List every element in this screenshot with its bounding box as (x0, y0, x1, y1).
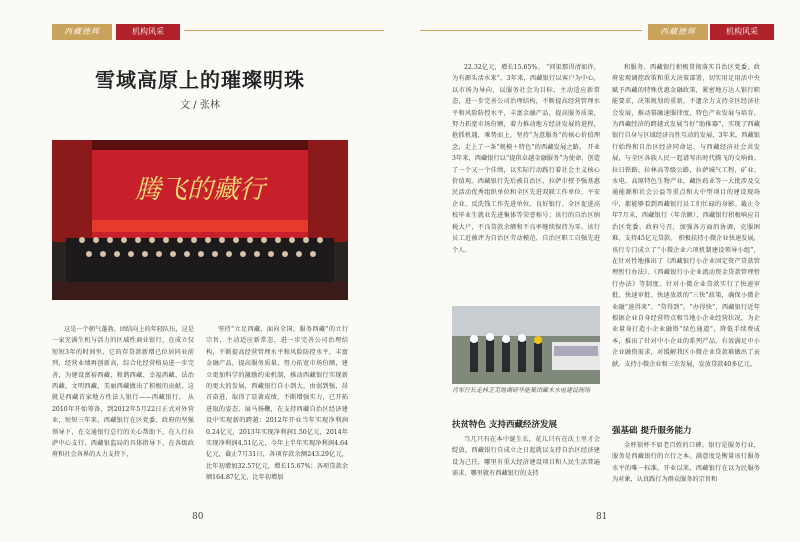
right-page (400, 0, 800, 542)
left-column-1 (52, 324, 194, 504)
left-header (0, 24, 400, 40)
page-number-left: 80 (192, 512, 204, 522)
right-column-2-top (612, 62, 760, 418)
right-col2-top-text: 和服务。西藏银行积极贯彻落实自治区党委、政府宏观调控政策和重大决策部署，切实用足用活中央赋予西藏的特殊优惠金融政策，紧密地方达人银行职能要求，决策规划的重新，不遗余力支持全区经济社会发展，推动幕融速服律度，特色产业发展与培育，为西藏经济的跨越式发展当好“助推器”，实现了西藏银行自身与区域经济良性互动的发展，3年来，西藏银行始终和自治区经济同命运，与西藏经济社会共发展，与全区各族人民一起谱写出时代腾飞的交响曲。 拉日铁路、拉林高等级公路，拉萨城气工程，矿业、水电、高原特色生物产业，藏医药业等一大批涉及交通能源和社会公益等重点和大中型项目的建设现场中，都能够看到西藏银行员工们忙碌的身影。截止今年7月末，西藏银行（年余额），西藏银行积极响应自治区党委、政府号召，加强各方面的协调，克服困难，支持45亿元贷款。 积极扶持小微企业快速发展，该行专门成立了“小微企业六项机制建设领导小组”，在针对性地推出了《西藏银行小企业固定资产贷款管理暂行办法》、《西藏银行小企业流动资金贷款管理暂行办法》等制度，针对小微企业贷款实行了快速审批、快速审批、快速放款的“三快”政策，确保小微企业融“速得来”、“贷得到”。“办得快”，西藏银行近年根据企业自身经营特点和当地小企业经营状况，为企业量身打造小企业融资“绿色通道”，降低手续费成本，推出了针对中小企业的系列产品，有效满足中小企业融资需求，对缓解我区小微企业贷款难做出了贡献。支持小微企业和三农发展，发放贷款40多亿元。 (612, 64, 760, 368)
header-rule (184, 30, 384, 31)
page-number-right: 81 (596, 512, 608, 522)
banner-text: 腾飞的藏行 (134, 175, 266, 205)
brand-badge-right: 西藏德辉 (648, 24, 708, 40)
group-photo (52, 140, 348, 300)
header-rule-right (420, 30, 642, 31)
subhead-support-economy: 扶贫特色 支持西藏经济发展 (452, 420, 557, 430)
right-col1-top-text: 22.32亿元，增长15.65%。 “问渠那得清如许，为有源头活水来”。3年来，西藏银行以客户为中心，以市场为导向，以服务社会为目标，主动适应新常态，进一步完善公司治理结构，不断提高经营管理水平和风险防控水平，丰富金融产品，提高服务质量，努力拓宽市场份额，着力推动地方经济发展的进程，抢抓机遇，乘势而上，坚持“为意服务”的核心价值理念，走上了一条“规模＋特色”的西藏发展之路。 开业3年来，西藏银行以“提供卓越金融服务”为使命，创造了一个又一个佳绩，以实际行动践行着社会主义核心价值观。西藏银行先后被自治区、拉萨市授予强基惠民活动优秀组织单位和全区先进双联工作单位、平安企业、反洗钱工作先进单位、良好银行、全区促进高校毕业生就业先进集体等荣誉称号；该行的自治区纳税大户，不良贷款余额和不良率继续保持为零。该行员工近被评为自治区劳动模范、自治区职工自强先进个人。 (452, 64, 600, 254)
brand-badge: 西藏德辉 (52, 24, 112, 40)
right-header (400, 24, 800, 40)
site-visit-photo (452, 306, 600, 384)
byline: 文 / 张林 (180, 100, 220, 111)
section-tab: 机构风采 (116, 24, 180, 40)
right-column-1-bottom (452, 434, 600, 504)
right-column-2-bottom (612, 440, 760, 504)
right-col2-bottom-text: 金杯银杯不如老百姓的口碑。银行是服务行业，服务是西藏银行的立行之本。满意度是衡量该行服务水平的唯一标准。开业以来，西藏银行在以为民服务为对象，认真践行为群众服务的宗旨和 (612, 442, 760, 484)
photo-caption: 肖军行长走林芝芜地调研华能集团藏木水电建设现场 (452, 387, 591, 394)
left-column-2 (206, 324, 348, 504)
left-col2-text: 坚持“立足西藏、面向全国、服务西藏”的立行宗旨，主动适应新常态，进一步完善公司治理结构，不断提高经营管理水平和风险防控水平，丰富金融产品，提高服务质量，努力拓宽市场份额，建立更加科学的激励约束机制，推动西藏银行实现新的更大的发展，西藏银行自小到大，由弱到强，昂首奋进，取得了显著成绩，不断增强实力，已开拓进取的姿态、展马扬鞭，在支持西藏自治区经济建设中实现新的跨越：2012年开业当年实现净利润0.24亿元，2013年实现净利润1.50亿元，2014年实现净利润4.51亿元，今年上半年实现净利润4.64亿元，截止7月31日，各项存款余额243.29亿元，比年初增加32.57亿元，增长15.67%；各项贷款余额164.87亿元，比年初增加 (206, 326, 348, 482)
right-col1-bottom-text: 当几只有在本中诞生长，花儿只有在沃土里才会绽放。西藏银行自成立之日起就以支持自治区经济建设为己任，哪里有重大经济建设项目和人民生活普遍需求，哪里就有西藏银行的支持 (452, 436, 600, 478)
article-title: 雪域高原上的璀璨明珠 (95, 68, 305, 92)
left-col1-text: 这是一个朝气蓬勃、团结向上的年轻队伍，这是一家充满生机与活力的区域性商业银行，在成立仅短短3年的时间里，它的存贷款新增已位居同业前列，经营业绩再创新高，综合化经营格局进一步完善，为建设富裕西藏、和谐西藏、幸福西藏、法治西藏、文明西藏、美丽西藏做出了积极的贡献。这就是西藏首家地方性法人银行——西藏银行。 从2010年开始筹备，到2012年5月22日正式对外营业，短短三年来，西藏银行在区党委、政府的坚强领导下，在交通银行总行的关心帮助下，在人行拉萨中心支行、西藏银监局的具体指导下，在各级政府和社会各界的大力支持下， (52, 326, 194, 459)
right-column-1-top (452, 62, 600, 320)
subhead-service-capacity: 强基础 提升服务能力 (612, 426, 692, 436)
section-tab-right: 机构风采 (710, 24, 774, 40)
